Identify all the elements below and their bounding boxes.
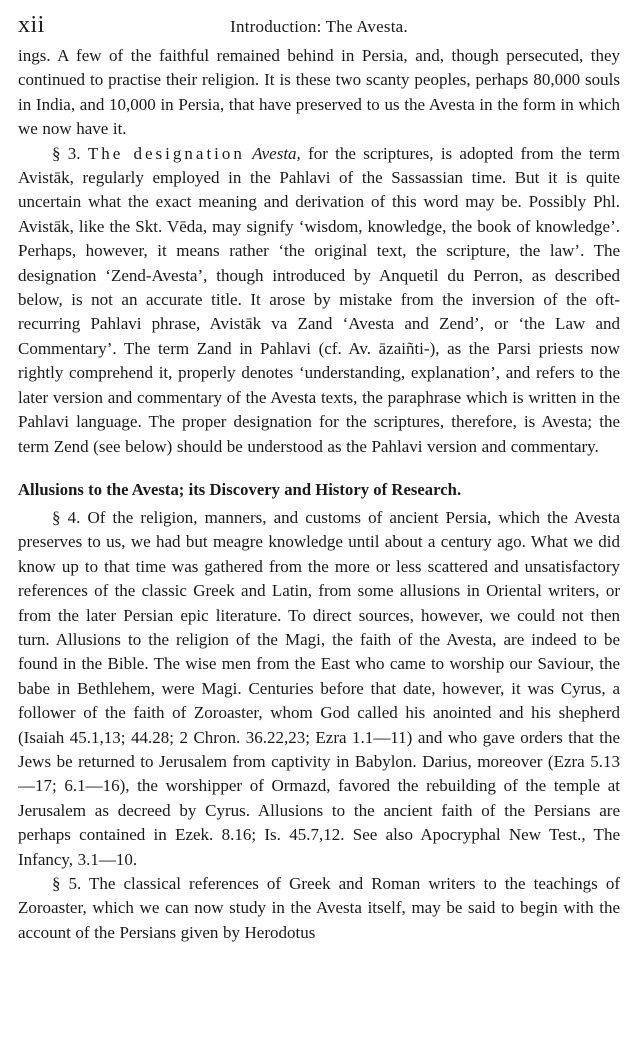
section-3-term: Avesta, bbox=[252, 143, 301, 163]
paragraph-section-4: § 4. Of the religion, manners, and customs of ancient Persia, which the Avesta preserves to us, we had but meagre knowledge until about a century ago. What we did know up to that time was gathered from the more or less scattered and unsatisfactory references of the classic Greek and Latin, from some allusions in Oriental writers, or from the later Persian epic literature. To direct sources, however, we could not then turn. Allusions to the religion of the Magi, the faith of the Avesta, are indeed to be found in the Bible. The wise men from the East who came to worship our Saviour, the babe in Bethlehem, were Magi. Centuries before that date, however, it was Cyrus, a follower of the faith of Zoroaster, whom God called his anointed and his shepherd (Isaiah 45.1,13; 44.28; 2 Chron. 36.22,23; Ezra 1.1—11) and who gave orders that the Jews be returned to Jerusalem from captivity in Babylon. Darius, moreover (Ezra 5.13—17; 6.1—16), the worshipper of Ormazd, favored the rebuilding of the temple at Jerusalem as decreed by Cyrus. Allusions to the ancient faith of the Persians are perhaps contained in Ezek. 8.16; Is. 45.7,12. See also Apocryphal New Test., The Infancy, 3.1—10. bbox=[18, 507, 620, 869]
section-3-intro: The designation bbox=[87, 143, 245, 163]
paragraph-section-3 bbox=[18, 142, 620, 459]
paragraph-section-5: § 5. The classical references of Greek and Roman writers to the teachings of Zoroaster, which we can now study in the Avesta itself, may be said to begin with the account of the Persians given by Herodotus bbox=[18, 874, 620, 942]
page-number: xii bbox=[18, 12, 45, 38]
running-title: Introduction: The Avesta. bbox=[230, 17, 408, 36]
book-page bbox=[18, 10, 620, 1050]
section-heading: Allusions to the Avesta; its Discovery and History of Research. bbox=[18, 479, 462, 499]
paragraph-continuation: ings. A few of the faithful remained behind in Persia, and, though persecuted, they continued to practise their religion. It is these two scanty peoples, perhaps 80,000 souls in India, and 10,000 in Persia, that have preserved to us the Avesta in the form in which we now have it. bbox=[18, 46, 620, 139]
section-3-number: § 3. bbox=[52, 143, 81, 163]
page-header bbox=[18, 10, 620, 44]
section-3-text: for the scriptures, is adopted from the term Avistāk, regularly employed in the Pahlavi of the Sassassian time. But it is quite uncertain what the exact meaning and derivation of this word may be. Possibly Phl. Avistāk, like the Skt. Vēda, may signify ‘wisdom, knowledge, the book of knowledge’. Perhaps, however, it means rather ‘the original text, the scripture, the law’. The designation ‘Zend-Avesta’, though introduced by Anquetil du Perron, as described below, is not an accurate title. It arose by mistake from the inversion of the oft-recurring Pahlavi phrase, Avistāk va Zand ‘Avesta and Zend’, or ‘the Law and Commentary’. The term Zand in Pahlavi (cf. Av. āzaiñti-), as the Parsi priests now rightly comprehend it, properly denotes ‘understanding, explanation’, and refers to the later version and commentary of the Avesta texts, the paraphrase which is written in the Pahlavi language. The proper designation for the scriptures, therefore, is Avesta; the term Zend (see below) should be understood as the Pahlavi version and commentary. bbox=[18, 143, 620, 456]
